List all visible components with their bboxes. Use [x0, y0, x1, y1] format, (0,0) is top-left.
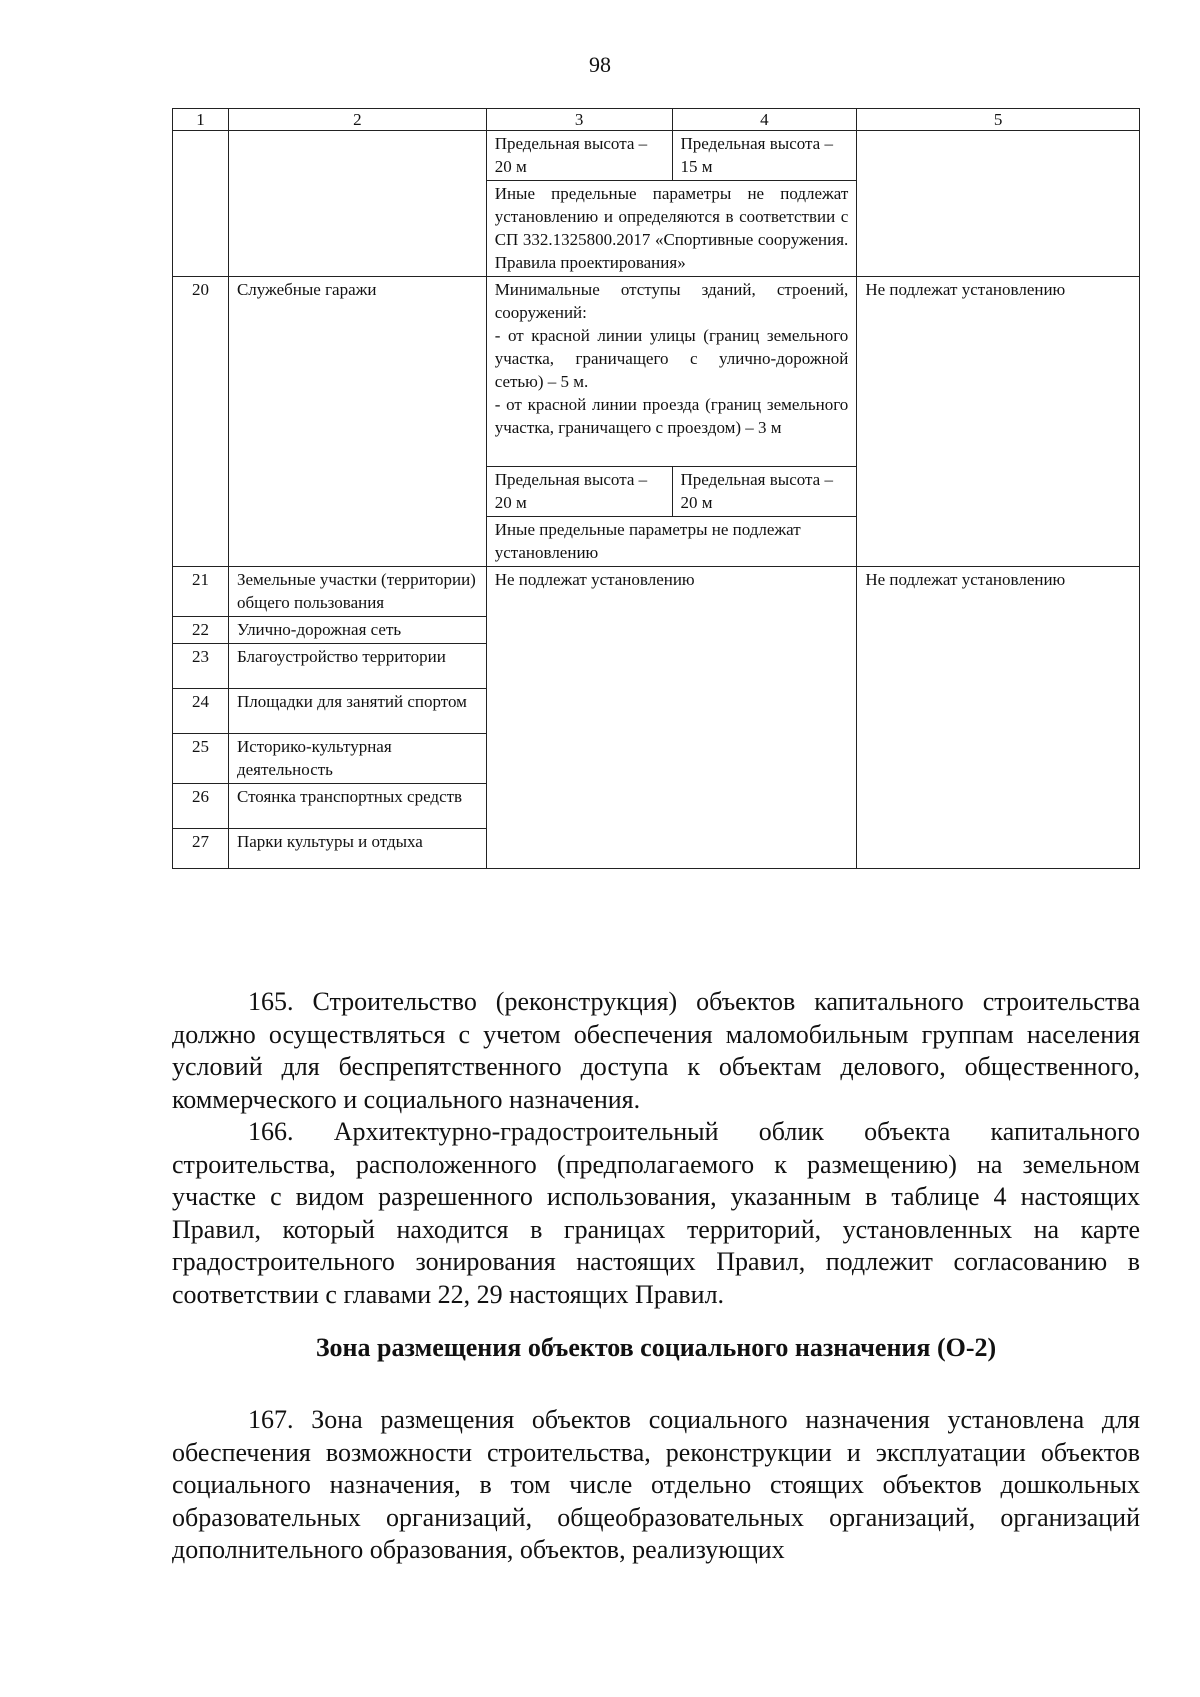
column-header: 2: [228, 109, 486, 131]
row-number-cell: 21: [173, 567, 229, 617]
body-text-upper: [172, 986, 1140, 1311]
setbacks-cell: [486, 277, 857, 467]
max-height-cell: Предельная высота – 20 м: [672, 467, 857, 517]
row-number-cell: [173, 131, 229, 277]
col5-cell: Не подлежат установлению: [857, 567, 1140, 869]
setbacks-line: - от красной линии проезда (границ земельного участка, граничащего с проездом) – 3 м: [494, 395, 849, 437]
section-heading: Зона размещения объектов социального назначения (О-2): [315, 1333, 997, 1362]
row-name-cell: Стоянка транспортных средств: [228, 784, 486, 829]
column-header: 4: [672, 109, 857, 131]
max-height-cell: Предельная высота – 20 м: [486, 467, 672, 517]
merged-params-cell: Не подлежат установлению: [486, 567, 857, 869]
row-number-cell: 20: [173, 277, 229, 567]
table-row: [173, 567, 1140, 617]
row-number-cell: 22: [173, 617, 229, 644]
row-name-cell: Площадки для занятий спортом: [228, 689, 486, 734]
max-height-cell: Предельная высота – 20 м: [486, 131, 672, 181]
row-number-cell: 26: [173, 784, 229, 829]
row-name-cell: [228, 131, 486, 277]
row-name-cell: Историко-культурная деятельность: [228, 734, 486, 784]
column-header: 1: [173, 109, 229, 131]
other-params-cell: Иные предельные параметры не подлежат установлению и определяются в соответствии с СП 332.1325800.2017 «Спортивные сооружения. Правила проектирования»: [486, 181, 857, 277]
col5-cell: Не подлежат установлению: [857, 277, 1140, 567]
other-params-cell: Иные предельные параметры не подлежат установлению: [486, 517, 857, 567]
row-name-cell: Парки культуры и отдыха: [228, 829, 486, 869]
paragraph-167: 167. Зона размещения объектов социального назначения установлена для обеспечения возможности строительства, реконструкции и эксплуатации объектов социального назначения, в том числе отдельно стоящих объектов дошкольных образовательных организаций, общеобразовательных организаций, организаций дополнительного образования, объектов, реализующих: [172, 1405, 1140, 1564]
setbacks-line: - от красной линии улицы (границ земельного участка, граничащего с улично-дорожной сетью) – 5 м.: [494, 326, 849, 391]
page-number: 98: [589, 52, 611, 77]
row-name-cell: Служебные гаражи: [228, 277, 486, 567]
col5-cell: [857, 131, 1140, 277]
column-header: 5: [857, 109, 1140, 131]
row-name-cell: Улично-дорожная сеть: [228, 617, 486, 644]
paragraph-165: 165. Строительство (реконструкция) объектов капитального строительства должно осуществляться с учетом обеспечения маломобильным группам населения условий для беспрепятственного доступа к объектам делового, общественного, коммерческого и социального назначения.: [172, 987, 1140, 1114]
row-number-cell: 27: [173, 829, 229, 869]
row-number-cell: 23: [173, 644, 229, 689]
table-row: [173, 131, 1140, 181]
row-name-cell: Земельные участки (территории) общего пользования: [228, 567, 486, 617]
setbacks-line: Минимальные отступы зданий, строений, сооружений:: [494, 280, 849, 322]
table-header-row: [173, 109, 1140, 131]
max-height-cell: Предельная высота – 15 м: [672, 131, 857, 181]
paragraph-166: 166. Архитектурно-градостроительный облик объекта капитального строительства, расположенного (предполагаемого к размещению) на земельном участке с видом разрешенного использования, указанным в таблице 4 настоящих Правил, который находится в границах территорий, установленных на карте градостроительного зонирования настоящих Правил, подлежит согласованию в соответствии с главами 22, 29 настоящих Правил.: [172, 1117, 1140, 1309]
body-text-lower: [172, 1404, 1140, 1567]
row-number-cell: 24: [173, 689, 229, 734]
regulations-table: [172, 108, 1140, 869]
table-row: [173, 277, 1140, 467]
row-name-cell: Благоустройство территории: [228, 644, 486, 689]
column-header: 3: [486, 109, 672, 131]
row-number-cell: 25: [173, 734, 229, 784]
